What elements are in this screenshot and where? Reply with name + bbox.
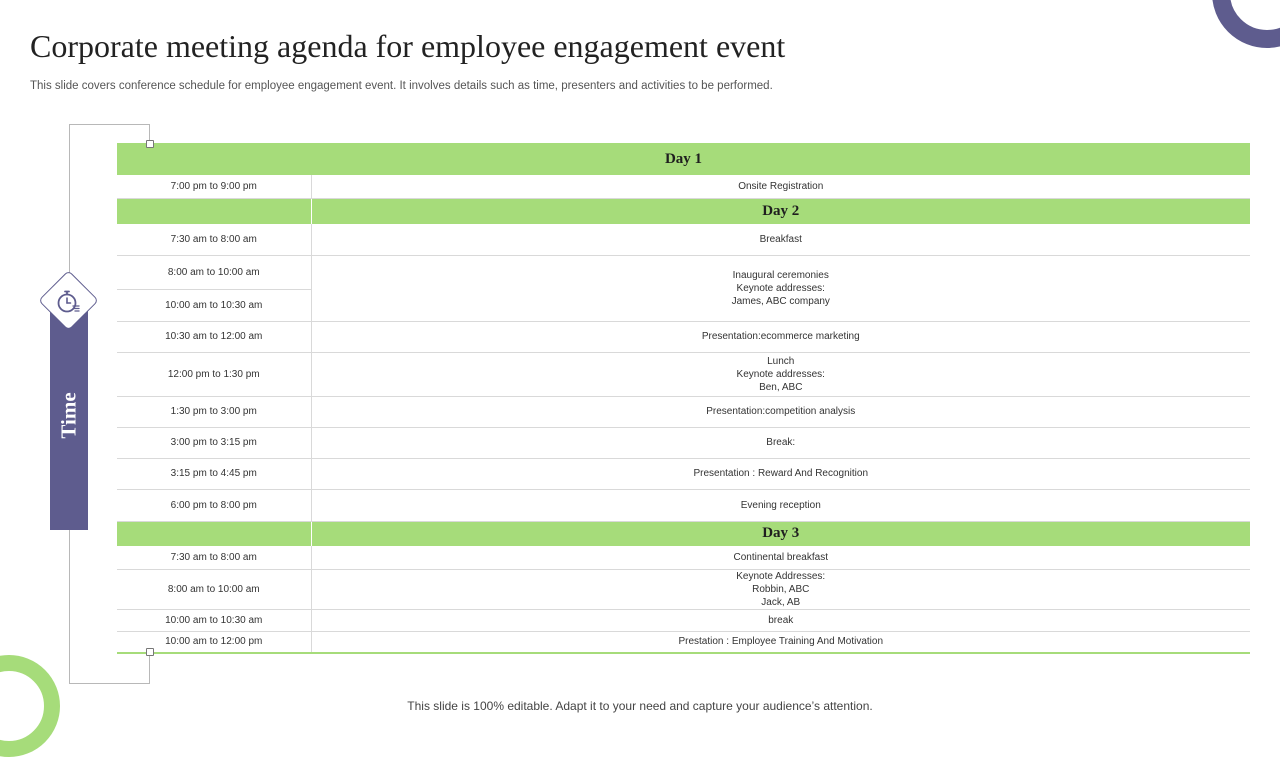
connector-dot-top: [146, 140, 154, 148]
footer-note: This slide is 100% editable. Adapt it to your need and capture your audience’s attention.: [407, 699, 873, 713]
activity-cell: Presentation:ecommerce marketing: [311, 321, 1250, 352]
activity-cell: Continental breakfast: [311, 546, 1250, 569]
time-cell: 7:30 am to 8:00 am: [117, 224, 311, 255]
activity-cell: [311, 569, 1250, 609]
day-header-row: [117, 198, 1250, 224]
activity-cell: Evening reception: [311, 489, 1250, 521]
agenda-table: [117, 143, 1250, 654]
time-label-text: Time: [56, 391, 81, 439]
time-cell: 10:00 am to 10:30 am: [117, 289, 311, 321]
activity-cell: Break:: [311, 427, 1250, 458]
table-row: [117, 458, 1250, 489]
time-cell: 3:00 pm to 3:15 pm: [117, 427, 311, 458]
stopwatch-icon: [52, 285, 85, 318]
activity-line: Robbin, ABC: [752, 583, 810, 595]
page-title: Corporate meeting agenda for employee engagement event: [30, 28, 786, 64]
connector-dot-bottom: [146, 648, 154, 656]
activity-cell: Breakfast: [311, 224, 1250, 255]
day-header-blank: [117, 198, 311, 224]
activity-cell: [311, 352, 1250, 396]
time-cell: 7:00 pm to 9:00 pm: [117, 175, 311, 198]
time-side-label: [50, 300, 88, 530]
day-header-row: [117, 521, 1250, 546]
table-row: [117, 321, 1250, 352]
day-header-row: [117, 143, 1250, 175]
page-subtitle: This slide covers conference schedule for employee engagement event. It involves details such as time, presenters and activities to be performed.: [30, 80, 773, 92]
table-row: [117, 224, 1250, 255]
time-cell: 8:00 am to 10:00 am: [117, 569, 311, 609]
time-cell: 10:30 am to 12:00 am: [117, 321, 311, 352]
time-cell: 10:00 am to 10:30 am: [117, 609, 311, 631]
activity-cell-merged: [311, 255, 1250, 321]
activity-line: James, ABC company: [731, 295, 830, 307]
table-row: [117, 631, 1250, 653]
time-cell: 12:00 pm to 1:30 pm: [117, 352, 311, 396]
activity-cell: Presentation : Reward And Recognition: [311, 458, 1250, 489]
table-row: [117, 489, 1250, 521]
table-row: [117, 352, 1250, 396]
table-row: [117, 427, 1250, 458]
activity-cell: Prestation : Employee Training And Motivation: [311, 631, 1250, 653]
table-row: [117, 569, 1250, 609]
day-header: Day 3: [311, 521, 1250, 546]
table-row: [117, 609, 1250, 631]
activity-line: Ben, ABC: [759, 381, 803, 393]
day-header-blank: [117, 521, 311, 546]
activity-line: Jack, AB: [761, 596, 801, 608]
activity-cell: Presentation:competition analysis: [311, 396, 1250, 427]
table-row: [117, 175, 1250, 198]
activity-line: Keynote Addresses:: [736, 570, 826, 582]
activity-cell: Onsite Registration: [311, 175, 1250, 198]
activity-line: Inaugural ceremonies: [732, 269, 829, 281]
time-cell: 3:15 pm to 4:45 pm: [117, 458, 311, 489]
corner-arc-top-right: [1212, 0, 1280, 48]
time-cell: 7:30 am to 8:00 am: [117, 546, 311, 569]
table-row: [117, 255, 1250, 289]
activity-cell: break: [311, 609, 1250, 631]
time-cell: 10:00 am to 12:00 pm: [117, 631, 311, 653]
activity-line: Lunch: [767, 355, 795, 367]
time-cell: 6:00 pm to 8:00 pm: [117, 489, 311, 521]
day-header: Day 2: [311, 198, 1250, 224]
time-cell: 8:00 am to 10:00 am: [117, 255, 311, 289]
activity-line: Keynote addresses:: [736, 368, 825, 380]
time-cell: 1:30 pm to 3:00 pm: [117, 396, 311, 427]
table-row: [117, 546, 1250, 569]
table-row: [117, 396, 1250, 427]
activity-line: Keynote addresses:: [736, 282, 825, 294]
day-header: Day 1: [117, 143, 1250, 175]
